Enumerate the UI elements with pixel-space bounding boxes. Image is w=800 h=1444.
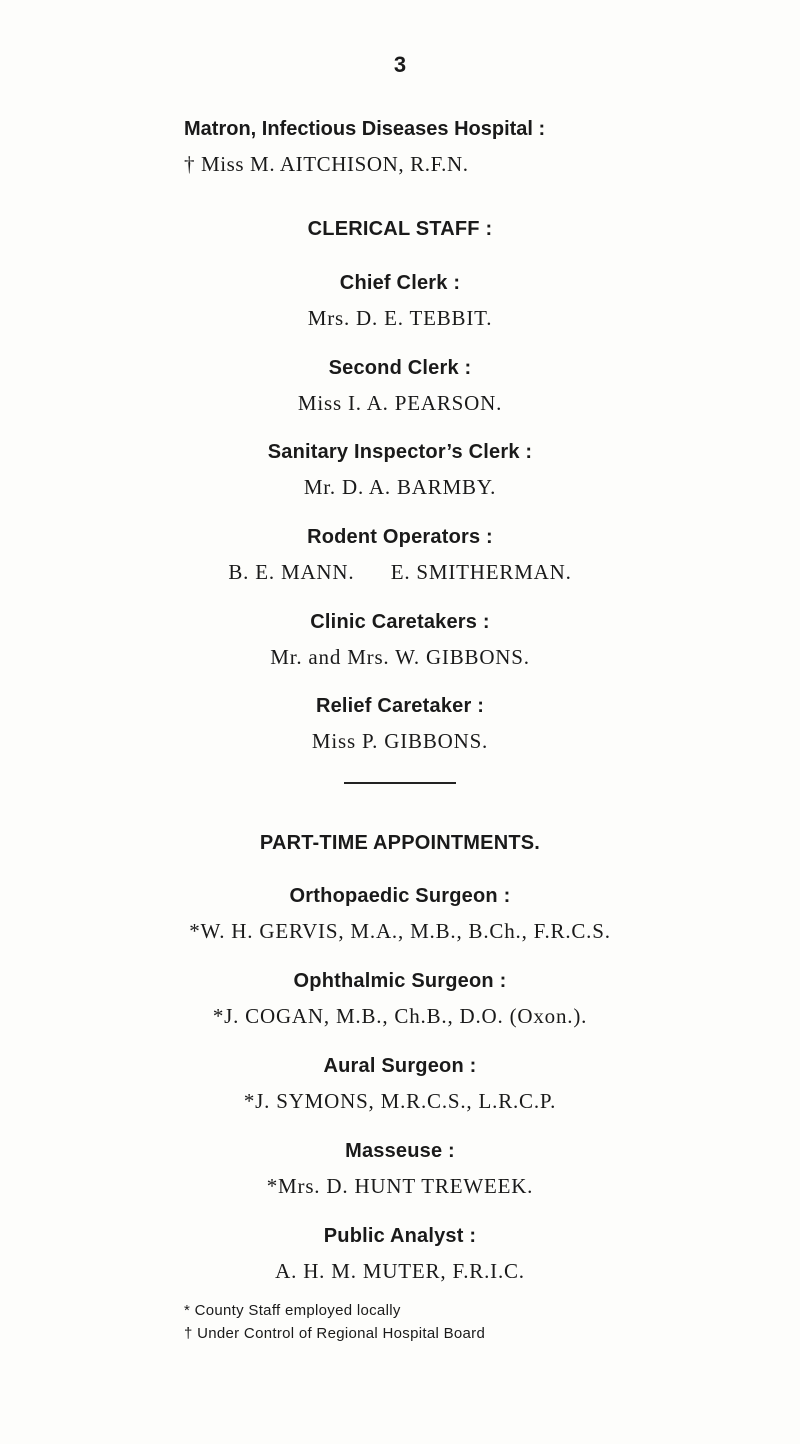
aural-surgeon-name: *J. SYMONS, M.R.C.S., L.R.C.P.: [243, 1089, 557, 1113]
clinic-caretakers-names: Mr. and Mrs. W. GIBBONS.: [270, 645, 530, 669]
sanitary-inspector-clerk-title: Sanitary Inspector’s Clerk :: [267, 441, 533, 463]
ophthalmic-surgeon-title: Ophthalmic Surgeon :: [293, 970, 507, 992]
orthopaedic-surgeon-name: *W. H. GERVIS, M.A., M.B., B.Ch., F.R.C.S.: [189, 919, 611, 943]
second-clerk-name: Miss I. A. PEARSON.: [297, 391, 503, 415]
public-analyst-name: A. H. M. MUTER, F.R.I.C.: [275, 1259, 525, 1283]
masseuse-title: Masseuse :: [345, 1140, 455, 1162]
page-number: 3: [393, 52, 407, 77]
clinic-caretakers-title: Clinic Caretakers :: [310, 611, 490, 633]
part-time-appointments-heading: PART-TIME APPOINTMENTS.: [259, 832, 541, 854]
matron-name: † Miss M. AITCHISON, R.F.N.: [184, 152, 469, 176]
rodent-operators-title: Rodent Operators :: [307, 526, 493, 548]
sanitary-inspector-clerk-name: Mr. D. A. BARMBY.: [303, 475, 497, 499]
public-analyst-title: Public Analyst :: [323, 1225, 477, 1247]
aural-surgeon-title: Aural Surgeon :: [323, 1055, 477, 1077]
matron-heading: Matron, Infectious Diseases Hospital :: [184, 118, 546, 140]
chief-clerk-title: Chief Clerk :: [339, 272, 461, 294]
rodent-operators-names: B. E. MANN. E. SMITHERMAN.: [228, 560, 572, 584]
section-divider: [344, 782, 456, 784]
ophthalmic-surgeon-name: *J. COGAN, M.B., Ch.B., D.O. (Oxon.).: [212, 1004, 588, 1028]
clerical-staff-heading: CLERICAL STAFF :: [307, 218, 493, 240]
second-clerk-title: Second Clerk :: [328, 357, 472, 379]
relief-caretaker-title: Relief Caretaker :: [315, 695, 485, 717]
chief-clerk-name: Mrs. D. E. TEBBIT.: [307, 306, 493, 330]
footnote-county-staff: * County Staff employed locally: [184, 1302, 401, 1319]
relief-caretaker-name: Miss P. GIBBONS.: [311, 729, 489, 753]
orthopaedic-surgeon-title: Orthopaedic Surgeon :: [289, 885, 511, 907]
footnote-regional-board: † Under Control of Regional Hospital Board: [184, 1325, 486, 1342]
masseuse-name: *Mrs. D. HUNT TREWEEK.: [266, 1174, 534, 1198]
